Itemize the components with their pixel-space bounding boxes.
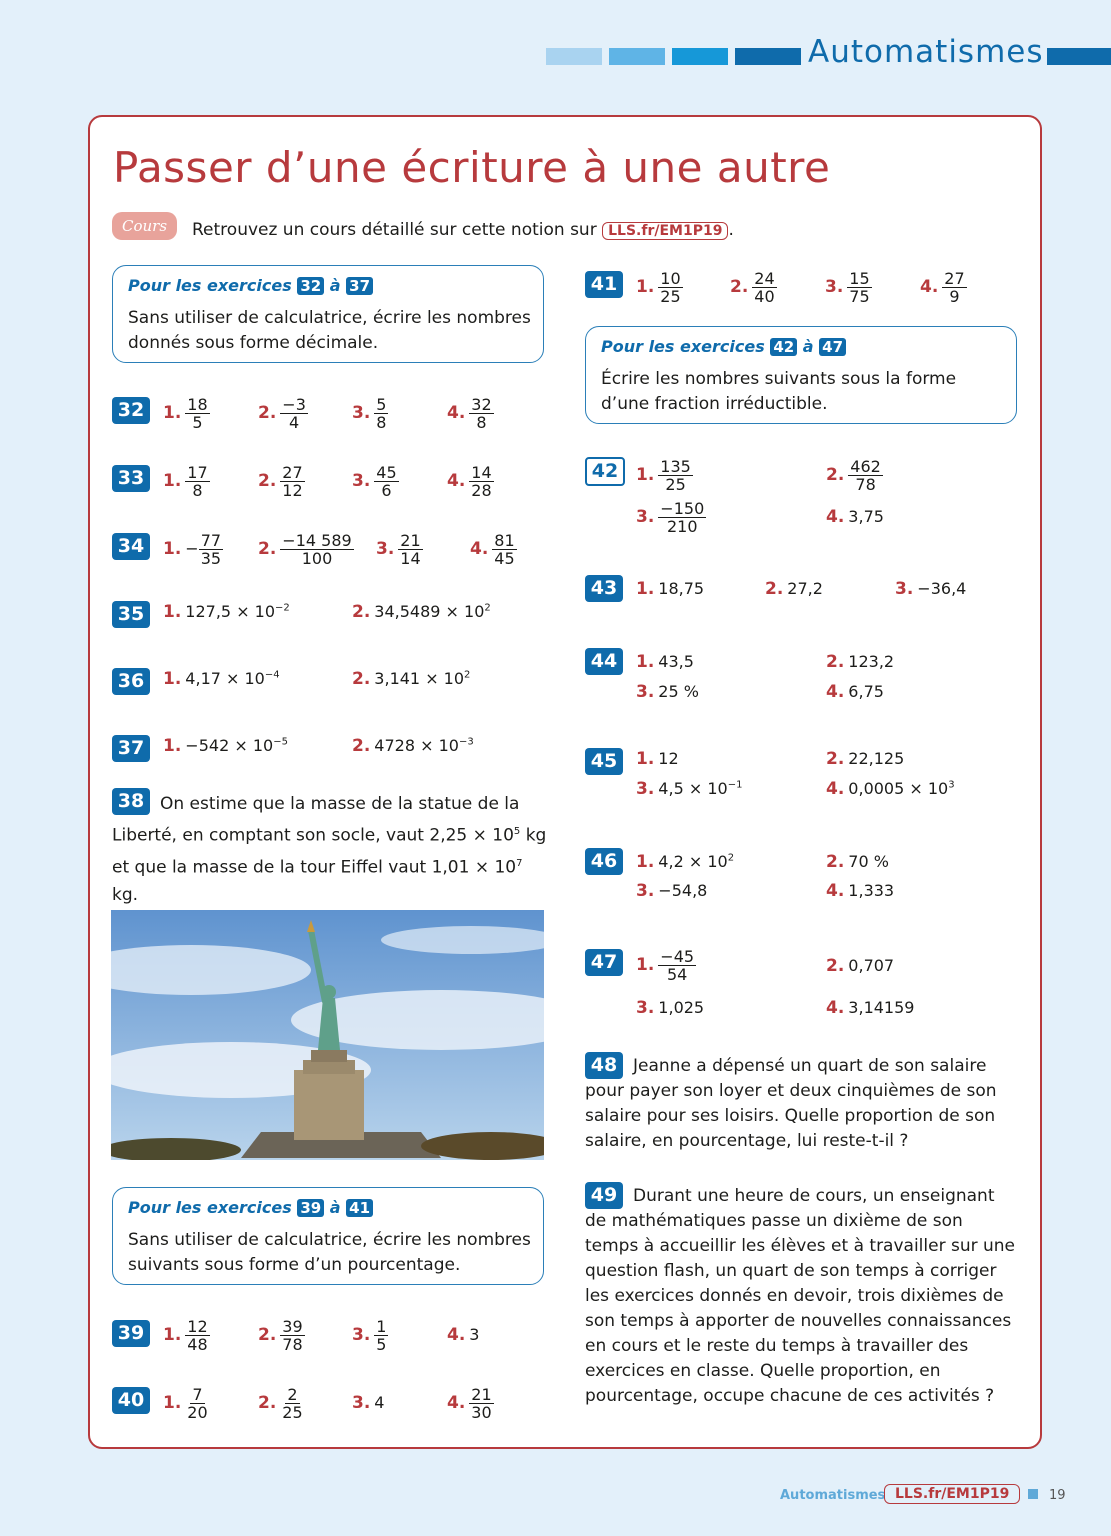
ex33-item2: 2. $\frac{27}{12}$ [258, 463, 303, 500]
cours-sentence: Retrouvez un cours détaillé sur cette notion sur [192, 220, 597, 240]
exercise-number-38: 38 [112, 788, 150, 815]
header-bar-2 [609, 48, 665, 65]
footer-link[interactable]: LLS.fr/EM1P19 [884, 1484, 1020, 1504]
exercise-number-46: 46 [585, 848, 623, 875]
ex43-item1: 1. 18,75 [636, 579, 705, 599]
exercise-number-44: 44 [585, 648, 623, 675]
ex42-item1: 1. $\frac{135}{25}$ [636, 457, 691, 494]
ex46-item4: 4. 1,333 [826, 881, 895, 901]
exercise-number-43: 43 [585, 575, 623, 602]
ex40-item1: 1. $\frac{7}{20}$ [163, 1385, 208, 1422]
ex40-item4: 4. $\frac{21}{30}$ [447, 1385, 492, 1422]
exercise-number-48: 48 [585, 1052, 623, 1079]
ex33-item1: 1. $\frac{17}{8}$ [163, 463, 208, 500]
exercise-number-37: 37 [112, 735, 150, 762]
ex33-item3: 3. $\frac{45}{6}$ [352, 463, 397, 500]
ex42-item4: 4. 3,75 [826, 507, 884, 527]
ex39-item4: 4. 3 [447, 1325, 480, 1345]
header-bar-5 [1047, 48, 1111, 65]
exercise-number-35: 35 [112, 601, 150, 628]
cours-text [192, 220, 734, 240]
ex46-item1: 1. $4,2 \times 10^2$ [636, 852, 735, 872]
cours-link[interactable]: LLS.fr/EM1P19 [602, 222, 728, 240]
ex41-item2: 2. $\frac{24}{40}$ [730, 269, 775, 306]
exercise-number-45: 45 [585, 748, 623, 775]
ex46-item3: 3. −54,8 [636, 881, 708, 901]
header-bar-3 [672, 48, 728, 65]
ex37-item1: 1. $-542 \times 10^{-5}$ [163, 736, 288, 756]
ex41-item4: 4. $\frac{27}{9}$ [920, 269, 965, 306]
exercise-number-34: 34 [112, 533, 150, 560]
ex39-item3: 3. $\frac{1}{5}$ [352, 1317, 387, 1354]
ex41-item3: 3. $\frac{15}{75}$ [825, 269, 870, 306]
ex47-item4: 4. 3,14159 [826, 998, 915, 1018]
instruction-box-32-37 [112, 265, 544, 363]
exercise-number-47: 47 [585, 949, 623, 976]
ex34-item1: 1. − $\frac{77}{35}$ [163, 531, 222, 568]
instruction-box-42-47 [585, 326, 1017, 424]
exercise-number-33: 33 [112, 465, 150, 492]
exercise-number-40: 40 [112, 1387, 150, 1414]
ex42-item2: 2. $\frac{462}{78}$ [826, 457, 881, 494]
ex47-item2: 2. 0,707 [826, 956, 895, 976]
ex47-item3: 3. 1,025 [636, 998, 705, 1018]
instruction-text: Sans utiliser de calculatrice, écrire les nombres donnés sous forme décimale. [128, 308, 531, 353]
ex35-item2: 2. $34,5489 \times 10^2$ [352, 602, 491, 622]
ex34-item3: 3. $\frac{21}{14}$ [376, 531, 421, 568]
ex32-item3: 3. $\frac{5}{8}$ [352, 395, 387, 432]
instruction-text: Écrire les nombres suivants sous la forme d’une fraction irréductible. [601, 369, 957, 414]
ex46-item2: 2. 70 % [826, 852, 889, 872]
ex38-text: On estime que la masse de la statue de la Liberté, en comptant son socle, vaut $2,25 \times 10^5$ kg et que la masse de la tour Eiffel vaut $1,01 \times 10^7$ kg. [112, 794, 547, 906]
page-title: Passer d’une écriture à une autre [113, 143, 831, 192]
ex45-item3: 3. $4,5 \times 10^{-1}$ [636, 779, 743, 799]
ex45-item4: 4. $0,0005 \times 10^3$ [826, 779, 955, 799]
ex32-item1: 1. $\frac{18}{5}$ [163, 395, 208, 432]
ex41-item1: 1. $\frac{10}{25}$ [636, 269, 681, 306]
footer-label: Automatismes [780, 1488, 886, 1503]
ex39-item2: 2. $\frac{39}{78}$ [258, 1317, 303, 1354]
section-title: Automatismes [808, 34, 1044, 70]
exercise-number-36: 36 [112, 668, 150, 695]
ex44-item1: 1. 43,5 [636, 652, 694, 672]
ex32-item2: 2. $\frac{-3}{4}$ [258, 395, 306, 432]
exercise-number-32: 32 [112, 397, 150, 424]
header-bar-4 [735, 48, 801, 65]
ex45-item2: 2. 22,125 [826, 749, 905, 769]
page-number: 19 [1049, 1488, 1066, 1503]
ex49-text: Durant une heure de cours, un enseignant de mathématiques passe un dixième de son temps à accueillir les élèves et à travailler sur une question flash, un quart de son temps à corriger les exercices donnés en devoir, trois dixièmes de son temps à apporter de nouvelles connaissances en cours et le reste du temps à travailler des exercices en classe. Quelle proportion, en pourcentage, occupe chacune de ces activités ? [585, 1186, 1016, 1406]
exercise-number-42: 42 [585, 457, 625, 486]
header-bar-1 [546, 48, 602, 65]
ex40-item3: 3. 4 [352, 1393, 385, 1413]
instruction-box-39-41 [112, 1187, 544, 1285]
ex39-item1: 1. $\frac{12}{48}$ [163, 1317, 208, 1354]
statue-of-liberty-photo [111, 910, 544, 1160]
ex34-item2: 2. $\frac{-14 589}{100}$ [258, 531, 352, 568]
instruction-text: Sans utiliser de calculatrice, écrire les nombres suivants sous forme d’un pourcentage. [128, 1230, 531, 1275]
ex32-item4: 4. $\frac{32}{8}$ [447, 395, 492, 432]
ex44-item3: 3. 25 % [636, 682, 699, 702]
exercise-number-49: 49 [585, 1182, 623, 1209]
ex34-item4: 4. $\frac{81}{45}$ [470, 531, 515, 568]
ex43-item3: 3. −36,4 [895, 579, 967, 599]
instruction-title: Pour les exercices 39 à 41 [128, 1198, 373, 1217]
ex44-item2: 2. 123,2 [826, 652, 895, 672]
ex37-item2: 2. $4728 \times 10^{-3}$ [352, 736, 474, 756]
ex48-text: Jeanne a dépensé un quart de son salaire pour payer son loyer et deux cinquièmes de son salaire pour ses loisirs. Quelle proportion de son salaire, en pourcentage, lui reste-t-il ? [585, 1056, 997, 1151]
exercise-number-39: 39 [112, 1320, 150, 1347]
ex36-item1: 1. $4,17 \times 10^{-4}$ [163, 669, 280, 689]
ex44-item4: 4. 6,75 [826, 682, 884, 702]
instruction-title: Pour les exercices 42 à 47 [601, 337, 846, 356]
ex43-item2: 2. 27,2 [765, 579, 823, 599]
ex47-item1: 1. $\frac{-45}{54}$ [636, 947, 695, 984]
cours-tag: Cours [112, 212, 177, 240]
footer-square-icon [1028, 1489, 1038, 1499]
ex35-item1: 1. $127,5 \times 10^{-2}$ [163, 602, 290, 622]
ex45-item1: 1. 12 [636, 749, 679, 769]
ex36-item2: 2. $3,141 \times 10^2$ [352, 669, 471, 689]
instruction-title: Pour les exercices 32 à 37 [128, 276, 373, 295]
exercise-number-41: 41 [585, 271, 623, 298]
ex42-item3: 3. $\frac{-150}{210}$ [636, 499, 705, 536]
cours-end: . [728, 220, 734, 240]
ex40-item2: 2. $\frac{2}{25}$ [258, 1385, 303, 1422]
ex33-item4: 4. $\frac{14}{28}$ [447, 463, 492, 500]
